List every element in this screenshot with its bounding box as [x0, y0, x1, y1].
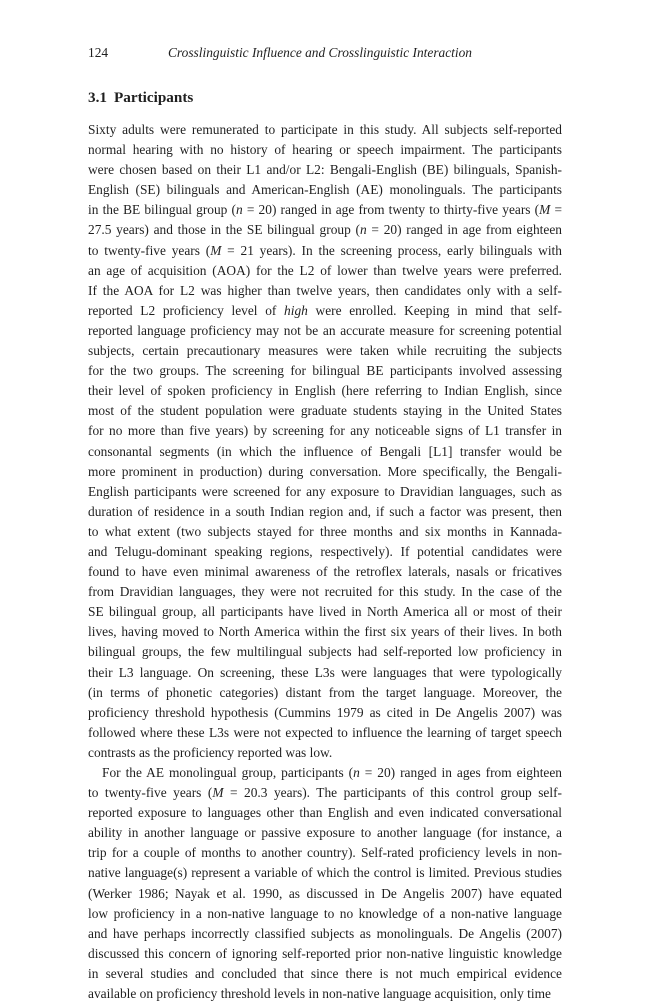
text-segment: in the BE bilingual group (: [88, 202, 236, 218]
italic-text: M: [539, 202, 551, 218]
text-segment: reported language proficiency may not be an accurate measure for screening potential: [88, 322, 562, 338]
text-segment: 27.5 years) and those in the SE bilingual group (: [88, 222, 360, 238]
text-segment: bilingual groups, the few multilingual subjects had self-reported low proficiency in: [88, 644, 562, 660]
page-number: 124: [88, 45, 109, 60]
text-segment: SE bilingual group, all participants have lived in North America all or most of their: [88, 604, 562, 620]
text-segment: available on proficiency threshold levels in non-native language acquisition, only time: [88, 986, 551, 1002]
text-line: [88, 381, 562, 401]
text-line: [88, 622, 562, 642]
text-segment: Sixty adults were remunerated to participate in this study. All subjects self-reported: [88, 122, 562, 137]
text-segment: an age of acquisition (AOA) for the L2 of lower than twelve years were preferred.: [88, 262, 562, 278]
text-line: [88, 602, 562, 622]
text-segment: duration of residence in a south Indian region and, if such a factor was present, then: [88, 503, 562, 519]
italic-text: n: [235, 202, 243, 218]
italic-text: M: [210, 242, 222, 258]
text-segment: in several studies and concluded that since there is not much empirical evidence: [88, 965, 562, 981]
italic-text: high: [284, 302, 308, 318]
text-segment: = 20) ranged in age from twenty to thirty-five years (: [242, 202, 540, 218]
text-line: [88, 562, 562, 582]
running-title: Crosslinguistic Influence and Crosslinguistic Interaction: [168, 45, 473, 60]
text-segment: = 20.3 years). The participants of this control group self-: [223, 785, 562, 801]
text-line: [88, 964, 562, 984]
text-segment: were chosen based on their L1 and/or L2: Bengali-English (BE) bilinguals, Spanish-: [88, 162, 562, 178]
text-segment: followed where these L3s were not expected to influence the learning of target speech: [88, 724, 562, 740]
text-segment: reported L2 proficiency level of: [88, 302, 285, 318]
text-line: [88, 663, 562, 683]
text-line: [88, 904, 562, 924]
text-line: [88, 442, 562, 462]
text-line: [88, 281, 562, 301]
text-segment: lives, having moved to North America within the first six years of their lives. In both: [88, 624, 562, 640]
text-segment: for no more than five years) by screening for any noticeable signs of L1 transfer in: [88, 423, 562, 439]
text-line: [88, 703, 562, 723]
text-segment: ability in another language or passive exposure to another language (for instance, a: [88, 825, 562, 841]
text-line: [88, 683, 562, 703]
text-segment: consonantal segments (in which the influence of Bengali [L1] transfer would be: [88, 443, 562, 459]
section-number: 3.1: [88, 89, 107, 106]
text-segment: For the AE monolingual group, participants (: [102, 765, 354, 780]
text-segment: = 21 years). In the screening process, early bilinguals with: [221, 242, 562, 258]
section-title: Participants: [113, 89, 194, 106]
text-segment: = 20) ranged in age from eighteen: [366, 222, 562, 238]
text-segment: low proficiency in a non-native language to no knowledge of a non-native language: [88, 905, 562, 921]
section-heading: [88, 87, 193, 109]
text-segment: trip for a couple of months to another country). Self-rated proficiency levels in non-: [88, 845, 562, 861]
text-line: [88, 743, 562, 763]
text-line: [88, 180, 562, 200]
text-line: [88, 241, 562, 261]
text-line: [88, 763, 562, 783]
text-line: [88, 783, 562, 803]
text-segment: to what extent (two subjects stayed for three months and six months in Kannada-: [88, 523, 562, 539]
text-segment: and Telugu-dominant speaking regions, respectively). If potential candidates were: [88, 543, 562, 559]
text-segment: native language(s) represent a variable of which the control is limited. Previous studies: [88, 865, 562, 881]
text-line: [88, 542, 562, 562]
text-line: [88, 421, 562, 441]
text-segment: If the AOA for L2 was higher than twelve years, then candidates only with a self-: [88, 282, 562, 298]
text-segment: English (SE) bilinguals and American-English (AE) monolinguals. The participants: [88, 182, 562, 198]
text-line: [88, 361, 562, 381]
body-text: [88, 120, 562, 1004]
text-segment: their level of spoken proficiency in English (here referring to Indian English, since: [88, 383, 562, 399]
italic-text: n: [353, 765, 360, 780]
text-segment: normal hearing with no history of hearing or speech impairment. The participants: [88, 142, 562, 158]
text-segment: to twenty-five years (: [88, 242, 211, 258]
text-line: [88, 522, 562, 542]
text-segment: found to have even minimal awareness of the retroflex laterals, nasals or fricatives: [88, 564, 562, 580]
text-segment: subjects, certain precautionary measures were taken while recruiting the subjects: [88, 343, 562, 359]
text-segment: for the two groups. The screening for bilingual BE participants involved assessing: [88, 363, 562, 379]
text-line: [88, 120, 562, 140]
text-segment: from Dravidian languages, they were not recruited for this study. In the case of the: [88, 584, 562, 600]
text-line: [88, 944, 562, 964]
text-segment: discussed this concern of ignoring self-reported prior non-native linguistic knowledge: [88, 945, 562, 961]
text-segment: (Werker 1986; Nayak et al. 1990, as discussed in De Angelis 2007) have equated: [88, 885, 562, 901]
text-segment: were enrolled. Keeping in mind that self-: [307, 302, 562, 318]
text-line: [88, 482, 562, 502]
italic-text: M: [212, 785, 224, 801]
text-line: [88, 642, 562, 662]
text-line: [88, 140, 562, 160]
text-line: [88, 863, 562, 883]
italic-text: n: [359, 222, 367, 238]
text-segment: proficiency threshold hypothesis (Cummins 1979 as cited in De Angelis 2007) was: [88, 704, 562, 720]
text-segment: their L3 language. On screening, these L3s were languages that were typologically: [88, 664, 562, 680]
paragraph: [88, 120, 562, 763]
text-line: [88, 723, 562, 743]
text-line: [88, 341, 562, 361]
text-segment: contrasts as the proficiency reported was low.: [88, 744, 333, 760]
text-segment: more prominent in production) during conversation. More specifically, the Bengali-: [88, 463, 562, 479]
text-segment: = 20) ranged in ages from eighteen: [359, 765, 562, 780]
text-line: [88, 502, 562, 522]
text-segment: reported exposure to languages other than English and even indicated conversational: [88, 805, 562, 821]
paragraph: [88, 763, 562, 1004]
text-line: [88, 884, 562, 904]
text-segment: =: [550, 202, 563, 218]
text-line: [88, 220, 562, 240]
text-segment: English participants were screened for any exposure to Dravidian languages, such as: [88, 483, 562, 499]
text-line: [88, 160, 562, 180]
text-line: [88, 803, 562, 823]
text-segment: to twenty-five years (: [88, 785, 213, 801]
text-line: [88, 823, 562, 843]
text-line: [88, 924, 562, 944]
text-line: [88, 462, 562, 482]
text-line: [88, 321, 562, 341]
text-segment: and have perhaps incorrectly classified subjects as monolinguals. De Angelis (2007): [88, 925, 562, 941]
text-line: [88, 261, 562, 281]
text-line: [88, 401, 562, 421]
text-line: [88, 200, 562, 220]
text-line: [88, 843, 562, 863]
text-line: [88, 301, 562, 321]
text-line: [88, 984, 562, 1004]
text-line: [88, 582, 562, 602]
text-segment: most of the student population were graduate students staying in the United States: [88, 403, 562, 419]
text-segment: (in terms of phonetic categories) distant from the target language. Moreover, the: [88, 684, 562, 700]
